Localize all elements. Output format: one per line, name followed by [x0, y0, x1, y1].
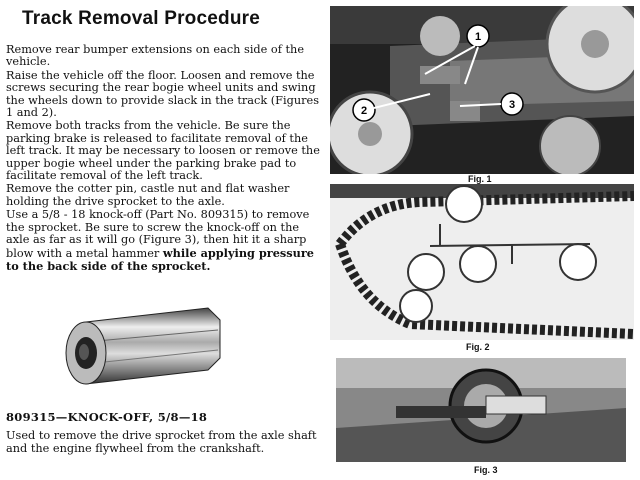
step-paragraph-5: [6, 209, 324, 273]
step-paragraph-5-text: Use a 5/8 - 18 knock-off (Part No. 809315) to remove the sprocket. Be sure to screw the knock-off on the axle as far as it will go (Figure 3), then hit it a sharp blow with a metal hammer: [6, 208, 310, 260]
callout-1: 1: [474, 31, 482, 43]
part-description: Used to remove the drive sprocket from the axle shaft and the engine flywheel from the crankshaft.: [6, 429, 317, 455]
step-paragraph-3: Remove both tracks from the vehicle. Be sure the parking brake is released to facilitate removal of the left track. It may be necessary to loosen or remove the upper bogie wheel under the parking brake pad to facilitate removal of the left track.: [6, 119, 320, 183]
figure-1-label: Fig. 1: [468, 174, 492, 184]
callout-3: 3: [508, 99, 516, 111]
step-paragraph-2: Raise the vehicle off the floor. Loosen and remove the screws securing the rear bogie wheel units and swing the wheels down to provide slack in the track (Figures 1 and 2).: [6, 68, 320, 120]
step-paragraph-1: Remove rear bumper extensions on each side of the vehicle.: [6, 43, 305, 69]
procedure-text: [6, 44, 324, 274]
figure-2-photo: [330, 184, 634, 340]
callout-2: 2: [360, 105, 368, 117]
page-title: Track Removal Procedure: [22, 8, 260, 29]
step-paragraph-5-emphasis: while applying pressure to the back side of the sprocket.: [6, 245, 314, 273]
figure-3-label: Fig. 3: [474, 465, 498, 475]
figure-2-label: Fig. 2: [466, 342, 490, 352]
step-paragraph-4: Remove the cotter pin, castle nut and flat washer holding the drive sprocket to the axle.: [6, 182, 290, 208]
knock-off-tool-image: [58, 300, 228, 390]
figure-3-photo: [336, 358, 626, 462]
part-caption: 809315—KNOCK-OFF, 5/8—18: [6, 410, 208, 424]
figure-1-photo: [330, 6, 634, 174]
